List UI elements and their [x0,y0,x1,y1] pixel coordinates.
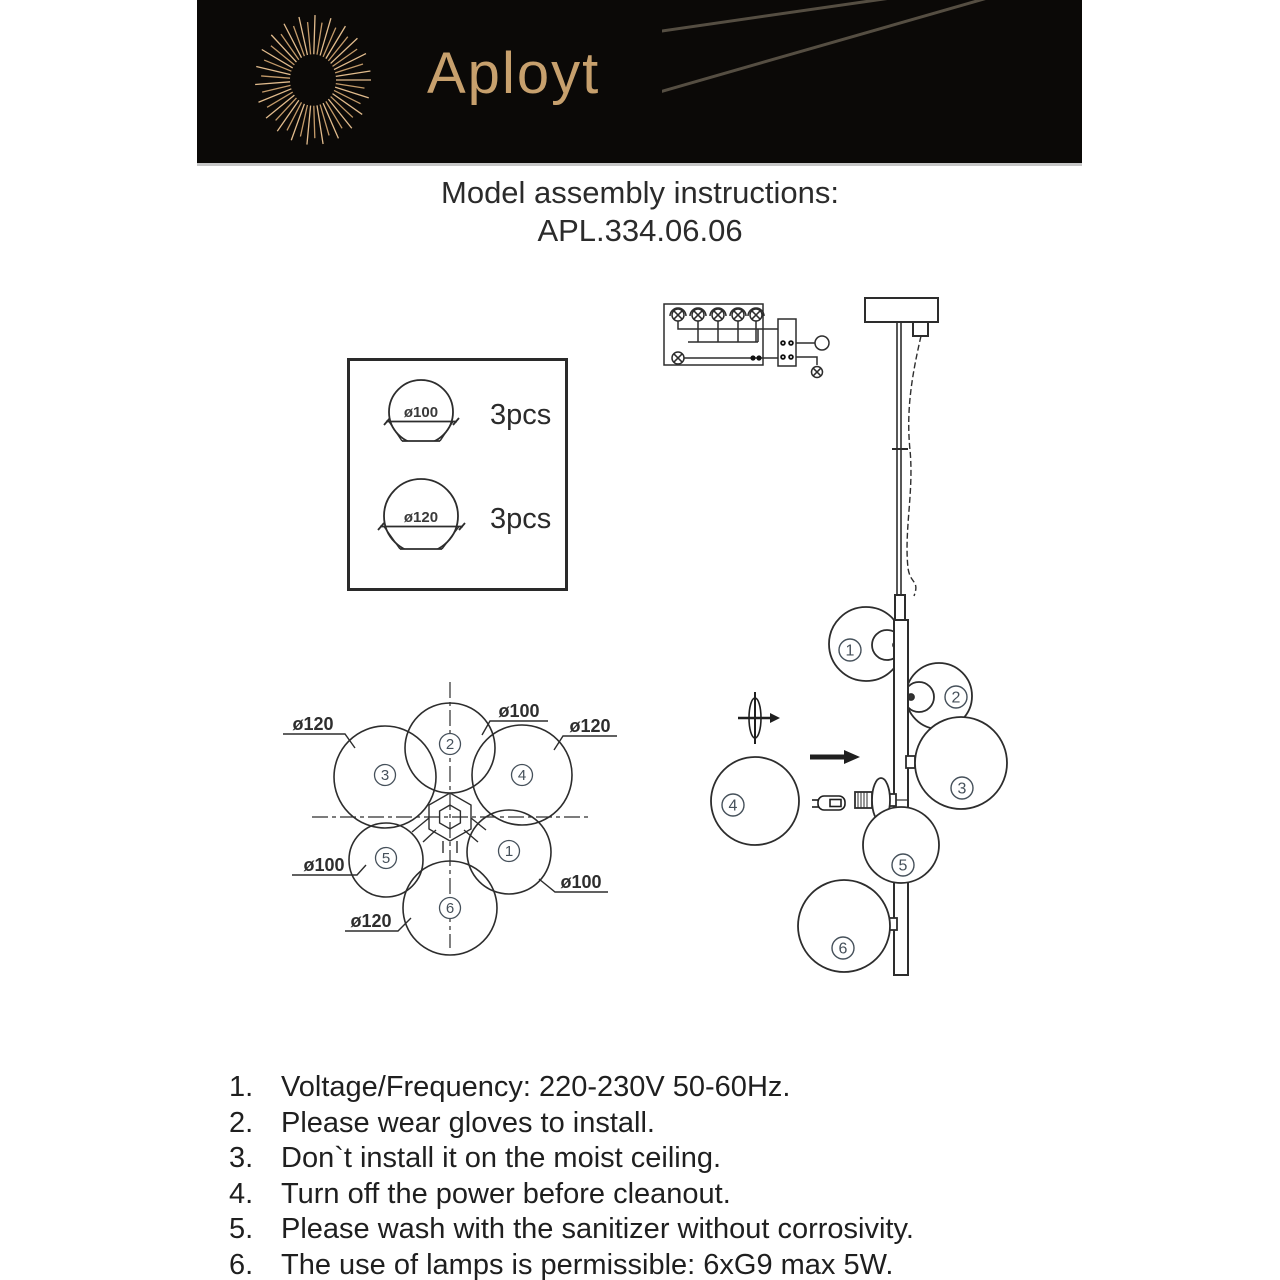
cord-grip [913,322,928,336]
svg-text:2: 2 [951,689,961,707]
pendant-top-view [260,672,618,972]
globe-120-qty: 3pcs [490,503,552,535]
globe-120-diameter-label: ø120 [403,509,439,526]
page-title: Model assembly instructions: [441,175,839,210]
svg-text:3: 3 [380,767,390,784]
lamp-symbol [672,352,684,364]
svg-text:ø120: ø120 [350,911,392,931]
svg-text:4: 4 [728,797,738,815]
fastener-icon [738,692,780,744]
svg-text:ø120: ø120 [569,716,611,736]
instruction-item: 3. Don`t install it on the moist ceiling. [229,1142,722,1174]
ceiling-canopy [865,298,938,322]
brand-name: Aployt [427,41,601,106]
parts-box-diagram [350,361,565,588]
svg-text:ø120: ø120 [292,714,334,734]
svg-text:ø100: ø100 [303,855,345,875]
svg-text:4: 4 [517,767,527,784]
svg-text:6: 6 [838,940,848,958]
ray-fan-decoration-icon [662,0,1082,163]
svg-text:2: 2 [445,736,455,753]
instruction-item: 5. Please wash with the sanitizer without corrosivity. [229,1213,914,1245]
svg-text:1: 1 [504,843,514,860]
title-block [0,174,1280,250]
instruction-item: 2. Please wear gloves to install. [229,1106,655,1139]
g9-bulb-icon [812,796,845,810]
parts-box [347,358,568,591]
rod-coupler [895,595,905,620]
svg-text:5: 5 [898,857,908,875]
instruction-item: 6. The use of lamps is permissible: 6xG9 max 5W. [229,1248,894,1280]
power-cable [907,336,921,596]
svg-text:5: 5 [381,850,391,867]
svg-text:ø100: ø100 [498,701,540,721]
pendant-side-view [700,280,1030,1020]
instruction-list [229,1070,914,1280]
brand-banner [197,0,1082,166]
svg-text:1: 1 [845,642,855,660]
globe-100-qty: 3pcs [490,399,552,431]
svg-text:6: 6 [445,900,455,917]
mount-nub [906,756,915,768]
globe-100-diameter-label: ø100 [403,404,439,421]
starburst-logo-icon [238,5,388,155]
model-number: APL.334.06.06 [537,213,743,248]
install-arrow-icon [810,750,860,764]
instruction-item: 4. Turn off the power before cleanout. [229,1177,731,1210]
center-hub [412,793,486,853]
svg-text:3: 3 [957,780,967,798]
svg-text:ø100: ø100 [560,872,602,892]
instruction-item: 1. Voltage/Frequency: 220-230V 50-60Hz. [229,1071,791,1103]
